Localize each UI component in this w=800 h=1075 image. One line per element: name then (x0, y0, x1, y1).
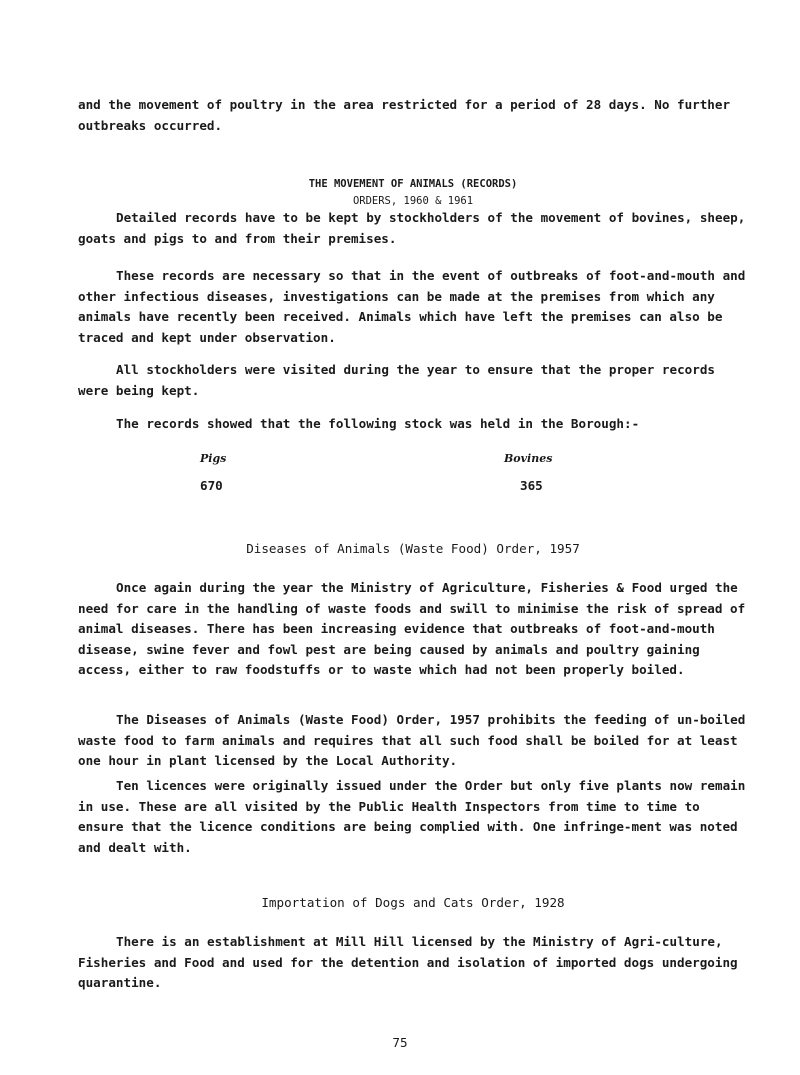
stock-value-bovines: 365 (520, 478, 543, 493)
section-heading-importation: Importation of Dogs and Cats Order, 1928 (261, 895, 565, 910)
paragraph-waste-food-order: The Diseases of Animals (Waste Food) Order, 1957 prohibits the feeding of un-boiled waste food to farm animals and requires that all such food shall be boiled for at least one hour in plant licensed by the Local Authority. (78, 712, 746, 768)
paragraph-poultry-movement (78, 95, 748, 136)
paragraph-records-intro: Detailed records have to be kept by stockholders of the movement of bovines, sheep, goats and pigs to and from their premises. (78, 210, 746, 246)
paragraph-records-showed: The records showed that the following stock was held in the Borough:- (116, 416, 640, 431)
section-subheading-orders: ORDERS, 1960 & 1961 (352, 195, 474, 207)
stock-label-bovines: Bovines (504, 452, 553, 465)
page-number: 75 (392, 1035, 408, 1050)
paragraph-stockholders-visited: All stockholders were visited during the year to ensure that the proper records were being kept. (78, 362, 715, 398)
paragraph-waste-food-intro: Once again during the year the Ministry of Agriculture, Fisheries & Food urged the need for care in the handling of waste foods and swill to minimise the risk of spread of animal diseases. There has been increasing evidence that outbreaks of foot-and-mouth disease, swine fever and fowl pest are being caused by animals and poultry gaining access, either to raw foodstuffs or to waste which had not been properly boiled. (78, 580, 746, 677)
section-heading-waste-food: Diseases of Animals (Waste Food) Order, 1957 (246, 541, 580, 556)
paragraph-text: and the movement of poultry in the area restricted for a period of 28 days. No further outbreaks occurred. (78, 97, 731, 133)
stock-value-pigs: 670 (200, 478, 223, 493)
paragraph-licences: Ten licences were originally issued under the Order but only five plants now remain in use. These are all visited by the Public Health Inspectors from time to time to ensure that the licence conditions are being complied with. One infringe-ment was noted and dealt with. (78, 778, 746, 855)
paragraph-quarantine: There is an establishment at Mill Hill licensed by the Ministry of Agri-culture, Fisheries and Food and used for the detention and isolation of imported dogs undergoing quarantine. (78, 934, 738, 990)
section-heading-movement-records: THE MOVEMENT OF ANIMALS (RECORDS) (308, 178, 518, 190)
stock-label-pigs: Pigs (200, 452, 227, 465)
paragraph-records-necessary: These records are necessary so that in the event of outbreaks of foot-and-mouth and other infectious diseases, investigations can be made at the premises from which any animals have recently been received. Animals which have left the premises can also be traced and kept under observation. (78, 268, 746, 345)
